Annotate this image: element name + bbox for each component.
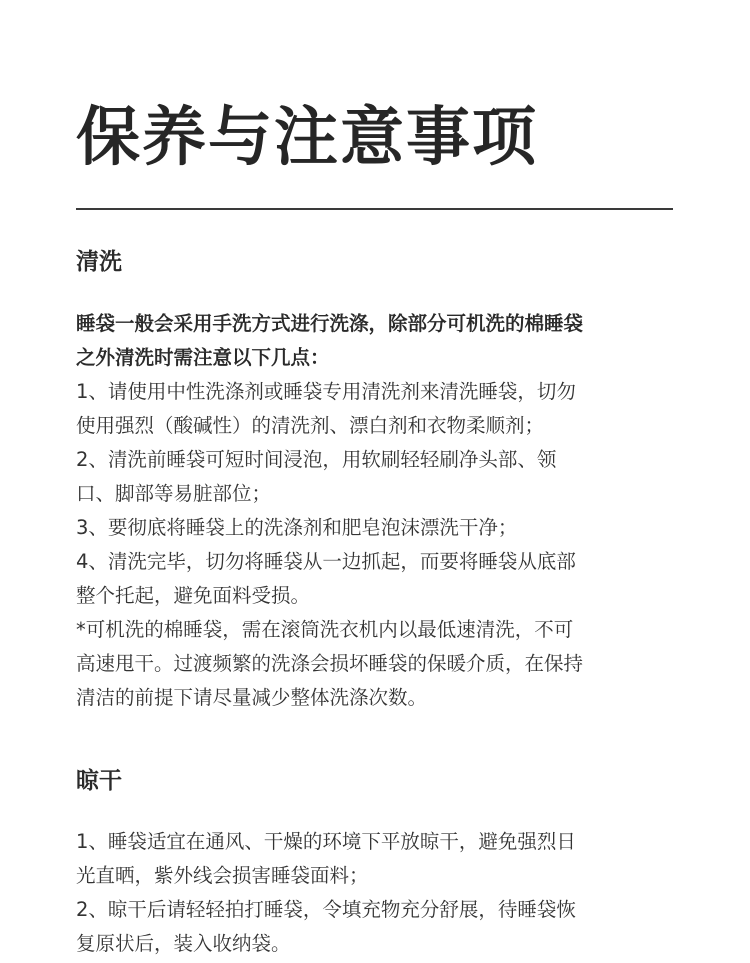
washing-intro (76, 307, 672, 375)
page-title: 保养与注意事项 (76, 101, 538, 175)
text-line: *可机洗的棉睡袋，需在滚筒洗衣机内以最低速清洗，不可 (76, 618, 574, 641)
drying-section (76, 765, 672, 961)
washing-step-3 (76, 511, 672, 545)
text-line: 1、请使用中性洗涤剂或睡袋专用清洗剂来清洗睡袋，切勿 (76, 380, 576, 403)
text-line: 高速甩干。过渡频繁的洗涤会损坏睡袋的保暖介质，在保持 (76, 652, 584, 675)
title-divider (76, 208, 673, 210)
drying-heading: 晾干 (76, 768, 122, 794)
text-line: 睡袋一般会采用手洗方式进行洗涤，除部分可机洗的棉睡袋 (76, 312, 584, 335)
washing-section (76, 246, 672, 715)
text-line: 1、睡袋适宜在通风、干燥的环境下平放晾干，避免强烈日 (76, 830, 576, 853)
washing-step-4 (76, 545, 672, 613)
text-line: 光直晒，紫外线会损害睡袋面料； (76, 864, 369, 887)
washing-note (76, 613, 672, 715)
washing-step-2 (76, 443, 672, 511)
text-line: 清洁的前提下请尽量减少整体洗涤次数。 (76, 686, 428, 709)
text-line: 整个托起，避免面料受损。 (76, 584, 311, 607)
text-line: 口、脚部等易脏部位； (76, 482, 272, 505)
text-line: 使用强烈（酸碱性）的清洗剂、漂白剂和衣物柔顺剂； (76, 414, 545, 437)
text-line: 2、晾干后请轻轻拍打睡袋，令填充物充分舒展，待睡袋恢 (76, 898, 576, 921)
text-line: 之外清洗时需注意以下几点： (76, 346, 330, 369)
text-line: 2、清洗前睡袋可短时间浸泡，用软刷轻轻刷净头部、领 (76, 448, 557, 471)
drying-step-2 (76, 893, 672, 961)
drying-step-1 (76, 825, 672, 893)
washing-step-1 (76, 375, 672, 443)
washing-heading: 清洗 (76, 249, 122, 275)
text-line: 复原状后，装入收纳袋。 (76, 932, 291, 955)
text-line: 3、要彻底将睡袋上的洗涤剂和肥皂泡沫漂洗干净； (76, 516, 518, 539)
text-line: 4、清洗完毕，切勿将睡袋从一边抓起，而要将睡袋从底部 (76, 550, 576, 573)
